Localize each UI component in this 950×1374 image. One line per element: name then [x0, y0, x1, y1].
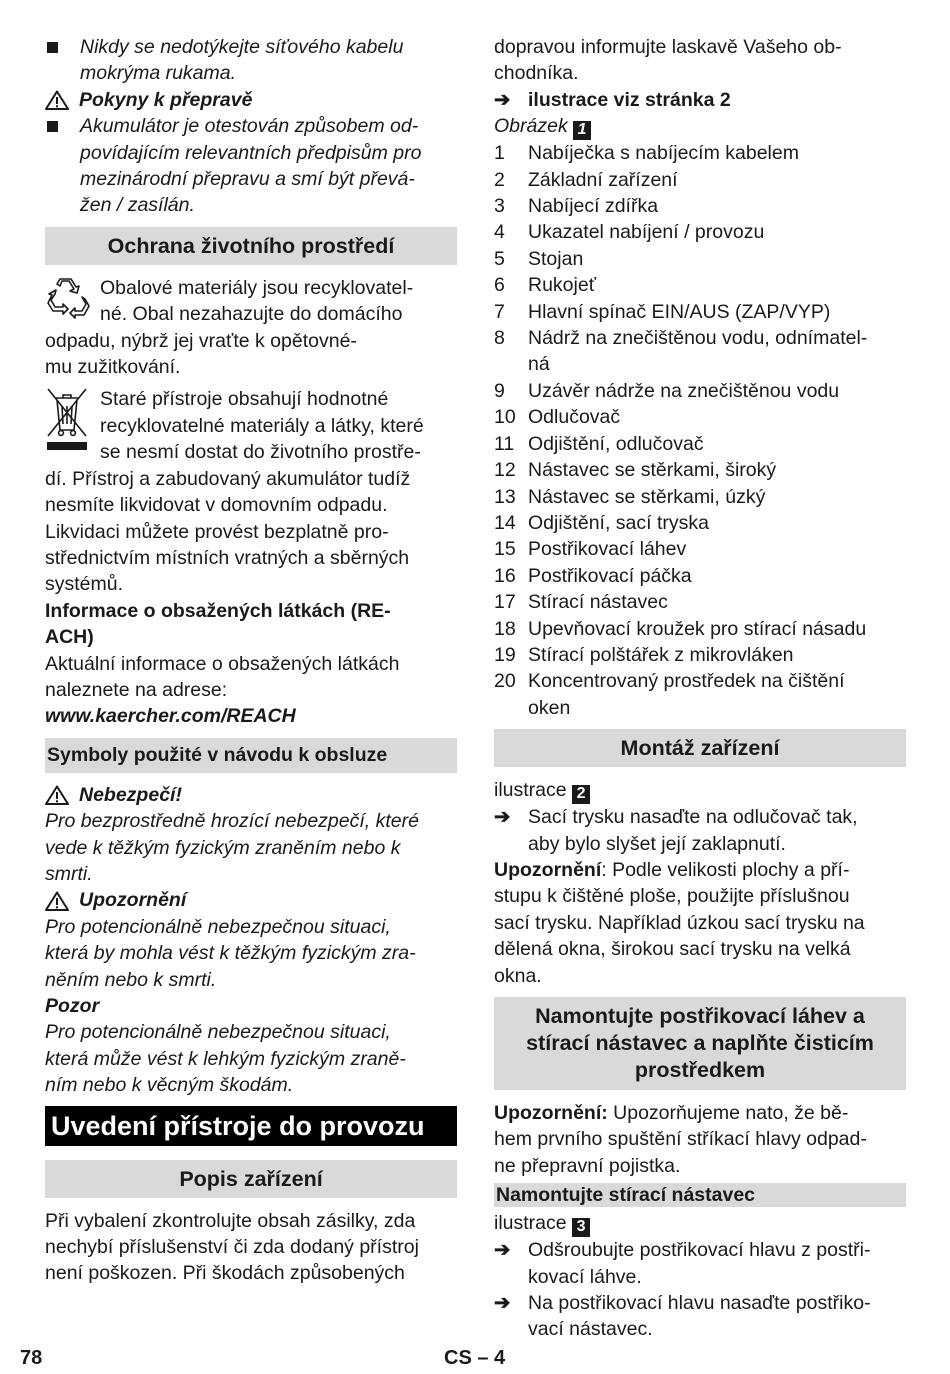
description-heading: Popis zařízení: [45, 1160, 457, 1198]
parts-list-item: [494, 589, 906, 615]
item-number: [494, 695, 528, 721]
parts-list: [494, 140, 906, 721]
item-number: 1: [494, 142, 505, 165]
item-number: 14: [494, 511, 516, 534]
item-label: Stojan: [528, 247, 584, 270]
illustration-2-label: ilustrace 2: [494, 777, 906, 804]
parts-list-item: [494, 167, 906, 193]
item-label: ná: [528, 353, 550, 376]
env-heading: Ochrana životního prostředí: [45, 227, 457, 265]
spray-bottle-heading: Namontujte postřikovací láhev a stírací nástavec a naplňte čisticím prostředkem: [494, 997, 906, 1090]
item-label: Odjištění, odlučovač: [528, 432, 704, 455]
danger-heading: Nebezpečí!: [45, 782, 457, 808]
parts-list-item: [494, 457, 906, 483]
item-number: 12: [494, 459, 516, 482]
illustration-3-label: ilustrace 3: [494, 1210, 906, 1237]
parts-list-item: [494, 536, 906, 562]
item-label: Hlavní spínač EIN/AUS (ZAP/VYP): [528, 300, 831, 323]
parts-list-item: [494, 642, 906, 668]
item-number: 7: [494, 300, 505, 323]
item-number: [494, 351, 528, 377]
figure-label: Obrázek 1: [494, 113, 906, 140]
recycling-icon: [45, 277, 91, 321]
item-label: Ukazatel nabíjení / provozu: [528, 221, 765, 244]
item-label: Nástavec se stěrkami, široký: [528, 459, 777, 482]
transport-lock-note: Upozornění: Upozorňujeme nato, že bě- hem prvního spuštění stříkací hlavy odpad- ne přepravní pojistka.: [494, 1102, 867, 1177]
bullet-square-icon: [47, 121, 58, 132]
parts-list-item: [494, 299, 906, 325]
assembly-step: ➔ Sací trysku nasaďte na odlučovač tak, aby bylo slyšet její zaklapnutí.: [494, 806, 858, 855]
item-label: Nabíjecí zdířka: [528, 195, 659, 218]
item-label: Postřikovací láhev: [528, 538, 687, 561]
item-number: 5: [494, 247, 505, 270]
startup-heading: Uvedení přístroje do provozu: [45, 1106, 457, 1146]
item-number: 6: [494, 274, 505, 297]
text-line: Nikdy se nedotýkejte síťového kabelu: [80, 36, 404, 58]
reach-title: Informace o obsažených látkách (RE- ACH): [45, 599, 391, 649]
parts-list-item: [494, 193, 906, 219]
parts-list-item-continuation: [494, 695, 906, 721]
reach-text: Aktuální informace o obsažených látkách naleznete na adrese:: [45, 652, 400, 701]
wiper-step-2: ➔ Na postřikovací hlavu nasaďte postřiko- vací nástavec.: [494, 1292, 871, 1341]
parts-list-item: [494, 404, 906, 430]
bullet-battery-transport: Akumulátor je otestován způsobem od- povídajícím relevantních předpisům pro mezinárodní přepravu a smí být převá- žen / zasílán.: [45, 113, 457, 219]
caution-heading: Pozor: [45, 995, 100, 1017]
caution-text: Pro potencionálně nebezpečnou situaci, která může vést k lehkým fyzickým zraně- ním nebo k věcným škodám.: [45, 1021, 406, 1097]
warning-triangle-icon: [45, 891, 69, 911]
parts-list-item: [494, 219, 906, 245]
parts-list-item: [494, 272, 906, 298]
continued-text: dopravou informujte laskavě Vašeho ob- chodníka.: [494, 36, 842, 85]
bullet-square-icon: [47, 42, 58, 53]
parts-list-item: [494, 431, 906, 457]
item-label: Koncentrovaný prostředek na čištění: [528, 670, 845, 693]
item-label: Nabíječka s nabíjecím kabelem: [528, 142, 799, 165]
bullet-cable-warning: [45, 34, 457, 87]
item-label: Rukojeť: [528, 274, 597, 297]
parts-list-item: [494, 563, 906, 589]
item-number: 16: [494, 564, 516, 587]
parts-list-item: [494, 378, 906, 404]
item-label: Uzávěr nádrže na znečištěnou vodu: [528, 379, 840, 402]
item-number: 17: [494, 591, 516, 614]
symbols-heading: Symboly použité v návodu k obsluze: [45, 738, 457, 773]
parts-list-item: [494, 668, 906, 694]
danger-text: Pro bezprostředně hrozící nebezpečí, které vede k těžkým fyzickým zraněním nebo k smrti.: [45, 810, 419, 885]
item-number: 18: [494, 617, 516, 640]
item-label: Odjištění, sací tryska: [528, 511, 709, 534]
old-devices-paragraph: Staré přístroje obsahují hodnotné recyklovatelné materiály a látky, které se nesmí dostat do životního prostře- dí. Přístroj a zabudovaný akumulátor tudíž nesmíte likvidovat v domovním odpadu. Likvidaci můžete provést bezplatně pro- střednictvím místních vratných a sběrných systémů.: [45, 388, 424, 596]
item-label: Nádrž na znečištěnou vodu, odnímatel-: [528, 327, 868, 350]
illustration-number-badge: 3: [572, 1218, 590, 1237]
warning-heading: Upozornění: [45, 887, 457, 913]
item-number: 13: [494, 485, 516, 508]
item-number: 2: [494, 168, 505, 191]
item-label: oken: [528, 696, 571, 719]
assembly-heading: Montáž zařízení: [494, 729, 906, 767]
transport-heading: Pokyny k přepravě: [45, 87, 457, 113]
arrow-right-icon: ➔: [494, 1239, 511, 1262]
packaging-paragraph: Obalové materiály jsou recyklovatel- né. Obal nezahazujte do domácího odpadu, nýbrž jej vraťte k opětovné- mu zužitkování.: [45, 276, 414, 379]
item-number: 10: [494, 406, 516, 429]
arrow-right-icon: ➔: [494, 88, 511, 111]
parts-list-item: [494, 616, 906, 642]
item-number: 20: [494, 670, 516, 693]
page-number: 78: [20, 1347, 43, 1369]
item-number: 11: [494, 432, 515, 455]
item-number: 9: [494, 379, 505, 402]
wiper-heading: Namontujte stírací nástavec: [494, 1183, 906, 1207]
description-text: Při vybalení zkontrolujte obsah zásilky, zda nechybí příslušenství či zda dodaný přístroj není poškozen. Při škodách způsobených: [45, 1209, 419, 1285]
arrow-right-icon: ➔: [494, 1292, 511, 1315]
item-label: Postřikovací páčka: [528, 564, 692, 587]
item-label: Odlučovač: [528, 406, 621, 429]
parts-list-item: [494, 510, 906, 536]
parts-list-item-continuation: [494, 351, 906, 377]
language-page-label: CS – 4: [444, 1347, 506, 1369]
right-column: [494, 34, 906, 1343]
parts-list-item: [494, 246, 906, 272]
item-number: 8: [494, 327, 505, 350]
figure-number-badge: 1: [573, 121, 591, 140]
item-number: 3: [494, 195, 505, 218]
item-number: 4: [494, 221, 505, 244]
item-label: Upevňovací kroužek pro stírací násadu: [528, 617, 867, 640]
arrow-right-icon: ➔: [494, 806, 511, 829]
text-line: mokrýma rukama.: [80, 62, 237, 85]
item-label: Stírací polštářek z mikrovláken: [528, 643, 794, 666]
warning-triangle-icon: [45, 90, 69, 110]
item-label: Nástavec se stěrkami, úzký: [528, 485, 766, 508]
parts-list-item: [494, 325, 906, 351]
item-number: 19: [494, 643, 516, 666]
parts-list-item: [494, 140, 906, 166]
see-illustration-ref: ➔ ilustrace viz stránka 2: [494, 87, 906, 113]
left-column: [45, 34, 457, 1287]
parts-list-item: [494, 484, 906, 510]
warning-text: Pro potencionálně nebezpečnou situaci, která by mohla vést k těžkým fyzickým zra- něním nebo k smrti.: [45, 915, 416, 991]
crossed-bin-icon: [45, 386, 89, 452]
wiper-step-1: ➔ Odšroubujte postřikovací hlavu z postři- kovací láhve.: [494, 1239, 871, 1288]
illustration-number-badge: 2: [572, 785, 590, 804]
warning-triangle-icon: [45, 785, 69, 805]
nozzle-note: Upozornění: Podle velikosti plochy a pří- stupu k čištěné ploše, použijte příslušnou sací trysku. Například úzkou sací trysku na dělená okna, širokou sací trysku na velká okna.: [494, 858, 865, 987]
reach-url-link[interactable]: www.kaercher.com/REACH: [45, 705, 296, 728]
item-label: Základní zařízení: [528, 168, 678, 191]
item-label: Stírací nástavec: [528, 591, 668, 614]
item-number: 15: [494, 538, 516, 561]
